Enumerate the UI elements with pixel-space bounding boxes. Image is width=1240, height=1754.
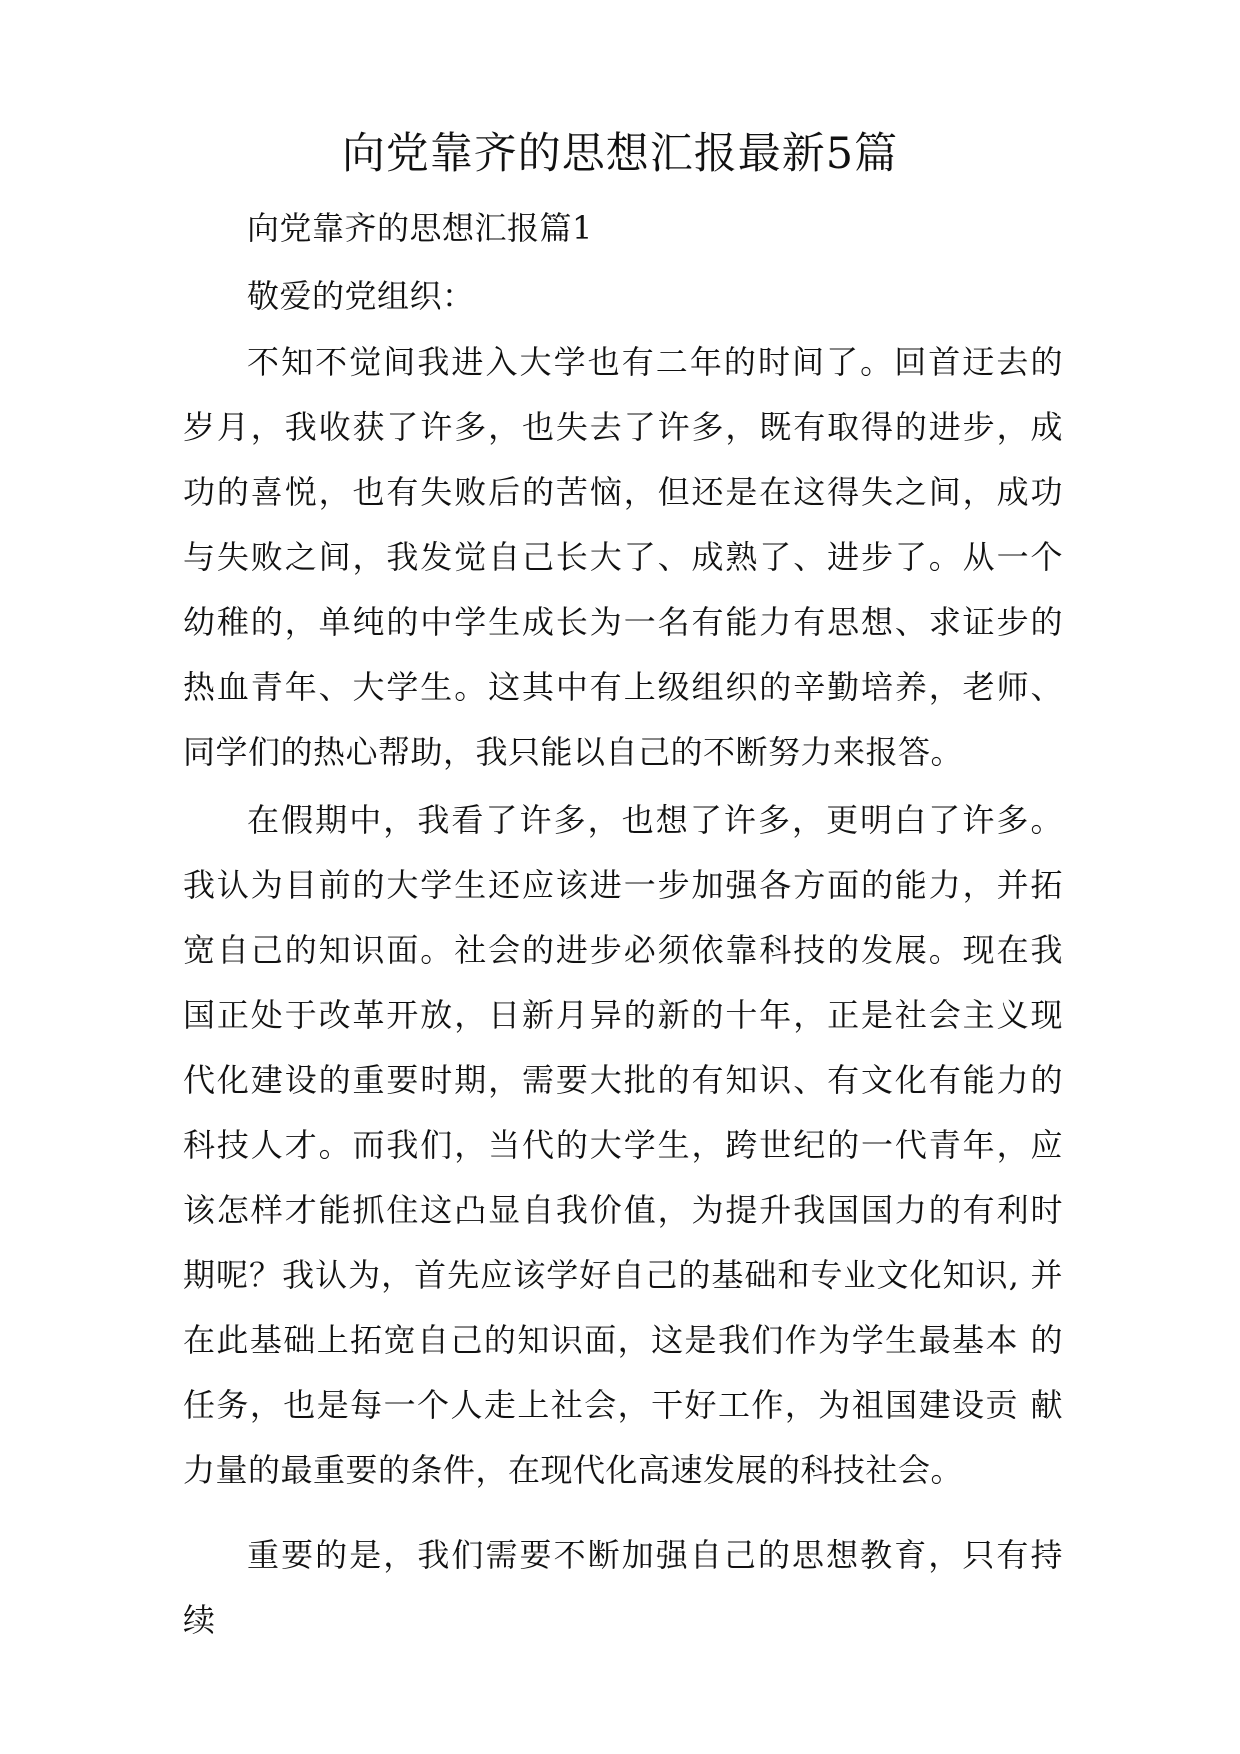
body-paragraph-2: 在假期中，我看了许多，也想了许多，更明白了许多。 我认为目前的大学生还应该进一步加强各方面的能力，并拓 宽自己的知识面。社会的进步必须依靠科技的发展。现在我 国正处于改革开放，日新月异的新的十年，正是社会主义现 代化建设的重要时期，需要大批的有知识、有文化有能力的 科技人才。而我们，当代的大学生，跨世纪的一代青年，应 该怎样才能抓住这凸显自我价值，为提升我国国力的有利时 期呢？我认为，首先应该学好自己的基础和专业文化知识, 并在此基础上拓宽自己的知识面，这是我们作为学生最基本 的任务，也是每一个人走上社会，干好工作，为祖国建设贡 献力量的最重要的条件，在现代化高速发展的科技社会。 (183, 801, 1063, 1489)
document-body (183, 196, 1063, 1653)
section-heading: 向党靠齐的思想汇报篇1 (247, 209, 593, 247)
body-paragraph-1: 不知不觉间我进入大学也有二年的时间了。回首迂去的 岁月，我收获了许多，也失去了许多，既有取得的进步，成 功的喜悦，也有失败后的苦恼，但还是在这得失之间，成功 与失败之间，我发觉自己长大了、成熟了、进步了。从一个 幼稚的，单纯的中学生成长为一名有能力有思想、求证步的 热血青年、大学生。这其中有上级组织的辛勤培养，老师、 同学们的热心帮助，我只能以自己的不断努力来报答。 (183, 343, 1063, 771)
document-title: 向党靠齐的思想汇报最新5篇 (341, 129, 899, 179)
body-paragraph-3: 重要的是，我们需要不断加强自己的思想教育，只有持 续 (183, 1536, 1063, 1639)
salutation: 敬爱的党组织： (247, 277, 475, 315)
